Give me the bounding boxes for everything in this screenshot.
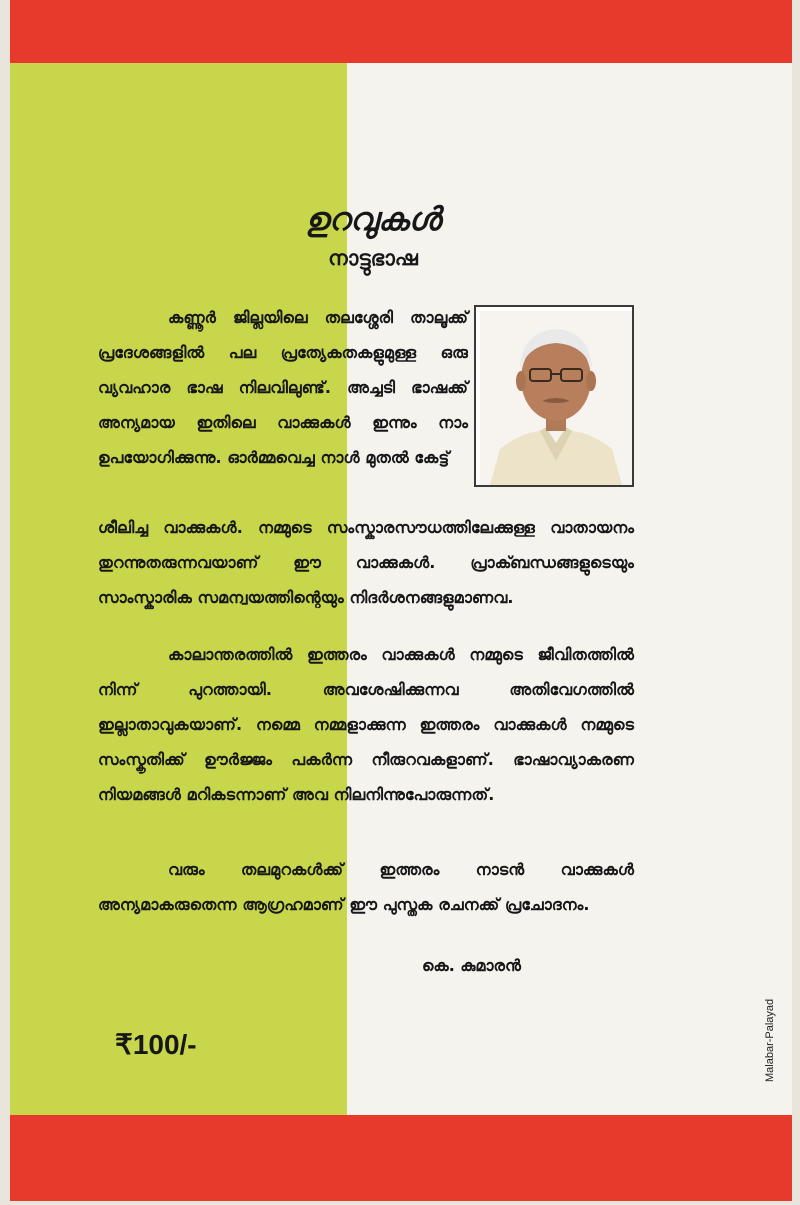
top-red-band <box>10 0 792 63</box>
price-label: ₹100/- <box>115 1029 197 1060</box>
bottom-red-band <box>10 1115 792 1201</box>
second-paragraph: കാലാന്തരത്തിൽ ഇത്തരം വാക്കുകൾ നമ്മുടെ ജീവിതത്തിൽ നിന്ന് പുറത്തായി. അവശേഷിക്കുന്നവ അതിവേഗത്തിൽ ഇല്ലാതാവുകയാണ്. നമ്മെ നമ്മളാക്കുന്ന ഇത്തരം വാക്കുകൾ നമ്മുടെ സംസ്കൃതിക്ക് ഊർജ്ജം പകർന്ന നീരുറവകളാണ്. ഭാഷാവ്യാകരണ നിയമങ്ങൾ മറികടന്നാണ് അവ നിലനിന്നുപോരുന്നത്. <box>98 645 634 804</box>
author-name: കെ. കുമാരൻ <box>422 956 521 975</box>
intro-paragraph-continued: ശീലിച്ച വാക്കുകൾ. നമ്മുടെ സംസ്കാരസൗധത്തിലേക്കുള്ള വാതായനം തുറന്നുതരുന്നവയാണ് ഈ വാക്കുകൾ. പ്രാക്ബന്ധങ്ങളുടെയും സാംസ്കാരിക സമന്വയത്തിന്റെയും നിദർശനങ്ങളുമാണവ. <box>98 518 634 607</box>
publisher-tag: Malabar-Palayad <box>764 998 776 1082</box>
author-photo <box>474 305 634 487</box>
book-title: ഉറവുകൾ <box>305 200 441 238</box>
author-portrait-icon <box>480 311 632 485</box>
intro-paragraph: കണ്ണൂർ ജില്ലയിലെ തലശ്ശേരി താലൂക്ക് പ്രദേശങ്ങളിൽ പല പ്രത്യേകതകളുമുള്ള ഒരു വ്യവഹാര ഭാഷ നിലവിലുണ്ട്. അച്ചടി ഭാഷക്ക് അന്യമായ ഇതിലെ വാക്കുകൾ ഇന്നും നാം ഉപയോഗിക്കുന്നു. ഓർമ്മവെച്ച നാൾ മുതൽ കേട്ട് <box>98 308 468 467</box>
book-subtitle: നാട്ടുഭാഷ <box>328 246 418 270</box>
third-paragraph: വരും തലമുറകൾക്ക് ഇത്തരം നാടൻ വാക്കുകൾ അന്യമാകരുതെന്ന ആഗ്രഹമാണ് ഈ പുസ്തക രചനക്ക് പ്രചോദനം. <box>98 860 634 914</box>
